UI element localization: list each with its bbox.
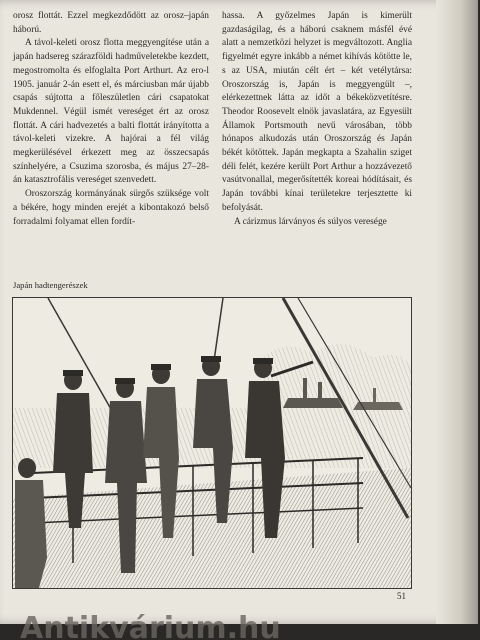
paragraph: orosz flottát. Ezzel megkezdődött az orosz–japán háború. — [13, 11, 209, 35]
watermark-logo — [0, 614, 420, 640]
illustration-caption: Japán hadtengerészek — [13, 280, 88, 290]
paragraph: A távol-keleti orosz flotta meggyengítése után a japán hadsereg szárazföldi hadműveletekbe kezdett, megostromolta és elfoglalta Port Arthurt. Az ero‑l 1905. január 2-án esett el, és márciusban már újabb csapás sújtotta a főleszületlen cári csapatokat Mukdennel. Végül ismét vereséget ért az orosz flottát. A cári hadvezetés a balti flottát irányította a távol-keleti vizekre. A hajórai a fél világ megkerülésével érkezett meg az összecsapás színhelyére, a Csuzima szorosba, és május 27–28-án katasztrofális vereséget szenvedett. — [13, 38, 209, 186]
watermark-text: Antikvárium.hu — [20, 614, 281, 640]
illustration-japanese-sailors — [12, 297, 412, 589]
text-column-left — [13, 10, 209, 229]
text-column-right — [222, 10, 412, 229]
page-edge-shadow — [436, 0, 478, 624]
paragraph: A cárizmus lárványos és súlyos veresége — [234, 216, 387, 227]
page-number: 51 — [397, 591, 406, 601]
paragraph: hassa. A győzelmes Japán is kimerült gazdaságilag, és a háború csaknem másfél évé alatt a nemzetközi helyzet is megváltozott. Anglia figyelmét egyre inkább a német kihívás kötötte le, s az USA, miután célt ért – két vetélytársa: Oroszország is, Japán is meggyengült –, elérkezettnek látta az időt a békeközvetítésre. Theodor Roosevelt elnök javaslatára, az Egyesült Államok Portsmouth nevű városában, több hónapos alkudozás után Oroszország és Japán békét kötöttek. Japán megkapta a Szahalin sziget déli felét, kezére került Port Arthur a hozzávezető vasútvonallal, megerősítették koreai hódításait, és Japán további kínai területekre terjesztette ki befolyását. — [222, 11, 412, 213]
paragraph: Oroszország kormányának sürgős szüksége volt a békére, hogy minden erejét a kibontakozó belső forradalmi folyamat ellen fordít- — [13, 189, 209, 227]
